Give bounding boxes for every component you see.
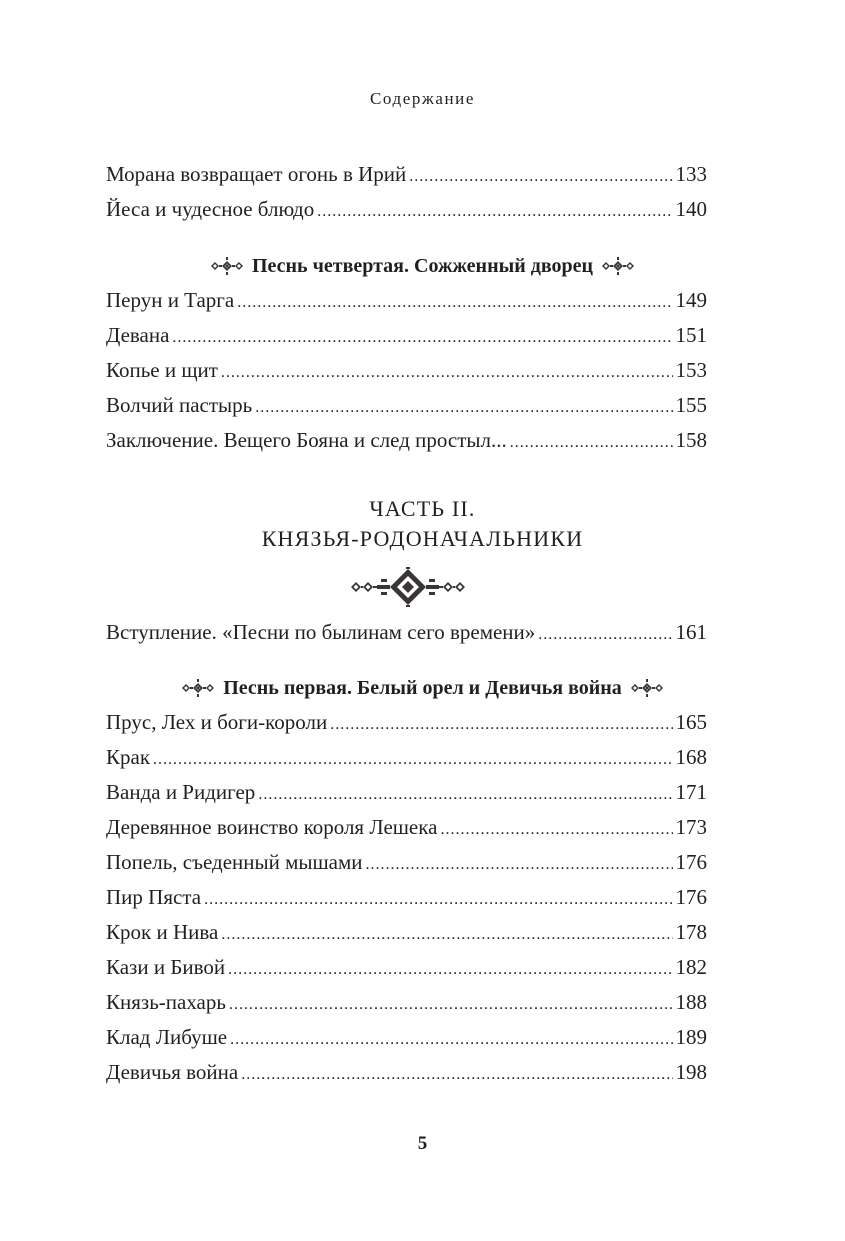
toc-entry[interactable] xyxy=(106,353,707,388)
toc-entry-page: 176 xyxy=(675,850,707,874)
toc-entry-title: Князь-пахарь xyxy=(106,990,226,1014)
section-heading-text: Песнь четвертая. Сожженный дворец xyxy=(251,254,594,277)
toc-entry[interactable] xyxy=(106,192,707,227)
dot-leader xyxy=(538,617,672,652)
toc-entry-page: 165 xyxy=(675,710,707,734)
toc-entry-page: 133 xyxy=(675,162,707,186)
dot-leader xyxy=(172,320,672,355)
toc-entry[interactable] xyxy=(106,318,707,353)
toc-entry-page: 140 xyxy=(675,197,707,221)
toc-entry-page: 189 xyxy=(675,1025,707,1049)
ornament-right-icon xyxy=(601,255,635,277)
toc-entry-page: 188 xyxy=(675,990,707,1014)
dot-leader xyxy=(440,812,672,847)
ornament-right-icon xyxy=(630,677,664,699)
toc-entry-title: Перун и Тарга xyxy=(106,288,235,312)
toc-entry[interactable] xyxy=(106,388,707,423)
toc-entry-page: 151 xyxy=(675,323,707,347)
ornament-left-icon xyxy=(181,677,215,699)
section-heading-song-4 xyxy=(0,250,845,282)
dot-leader xyxy=(237,285,672,320)
toc-entry[interactable] xyxy=(106,950,707,985)
folk-ornament-icon xyxy=(349,567,467,607)
section-heading-text: Песнь первая. Белый орел и Девичья война xyxy=(223,676,622,699)
toc-group-song-1 xyxy=(106,705,707,1090)
toc-entry-page: 153 xyxy=(675,358,707,382)
toc-entry[interactable] xyxy=(106,283,707,318)
dot-leader xyxy=(409,159,672,194)
dot-leader xyxy=(330,707,672,742)
part-title-line-1: ЧАСТЬ II. xyxy=(369,496,476,521)
dot-leader xyxy=(221,355,673,390)
toc-entry[interactable] xyxy=(106,915,707,950)
toc-entry[interactable] xyxy=(106,1055,707,1090)
toc-entry-title: Клад Либуше xyxy=(106,1025,228,1049)
dot-leader xyxy=(241,1057,672,1092)
toc-entry-page: 158 xyxy=(675,428,707,452)
toc-entry-page: 176 xyxy=(675,885,707,909)
toc-entry-title: Вступление. «Песни по былинам сего времени» xyxy=(106,620,536,644)
toc-group-song-4 xyxy=(106,283,707,458)
toc-entry-page: 171 xyxy=(675,780,707,804)
dot-leader xyxy=(229,987,673,1022)
toc-entry-title: Прус, Лех и боги-короли xyxy=(106,710,328,734)
toc-entry[interactable] xyxy=(106,705,707,740)
dot-leader xyxy=(317,194,672,229)
toc-entry-page: 155 xyxy=(675,393,707,417)
toc-entry-title: Деревянное воинство короля Лешека xyxy=(106,815,438,839)
ornament-left-icon xyxy=(210,255,244,277)
section-heading-song-1 xyxy=(0,672,845,704)
toc-entry-title: Попель, съеденный мышами xyxy=(106,850,363,874)
dot-leader xyxy=(258,777,672,812)
toc-entry[interactable] xyxy=(106,157,707,192)
dot-leader xyxy=(228,952,672,987)
part-title-line-2: КНЯЗЬЯ-РОДОНАЧАЛЬНИКИ xyxy=(261,526,584,551)
toc-entry[interactable] xyxy=(106,775,707,810)
toc-group-continued xyxy=(106,157,707,227)
toc-entry-title: Заключение. Вещего Бояна и след простыл... xyxy=(106,428,507,452)
toc-entry[interactable] xyxy=(106,1020,707,1055)
dot-leader xyxy=(204,882,672,917)
toc-entry-page: 182 xyxy=(675,955,707,979)
toc-entry-title: Копье и щит xyxy=(106,358,218,382)
toc-entry-page: 161 xyxy=(675,620,707,644)
toc-entry[interactable] xyxy=(106,985,707,1020)
dot-leader xyxy=(221,917,672,952)
toc-entry-page: 149 xyxy=(675,288,707,312)
dot-leader xyxy=(230,1022,672,1057)
toc-entry-title: Кази и Бивой xyxy=(106,955,226,979)
running-head: Содержание xyxy=(369,89,476,108)
toc-entry[interactable] xyxy=(106,740,707,775)
toc-entry[interactable] xyxy=(106,615,707,650)
dot-leader xyxy=(153,742,672,777)
toc-entry-page: 178 xyxy=(675,920,707,944)
dot-leader xyxy=(510,425,673,460)
toc-entry-page: 168 xyxy=(675,745,707,769)
dot-leader xyxy=(366,847,673,882)
page-number: 5 xyxy=(417,1133,428,1154)
toc-entry[interactable] xyxy=(106,423,707,458)
toc-entry-title: Пир Пяста xyxy=(106,885,202,909)
toc-entry-page: 198 xyxy=(675,1060,707,1084)
toc-entry-title: Крок и Нива xyxy=(106,920,219,944)
toc-entry[interactable] xyxy=(106,880,707,915)
toc-entry-title: Йеса и чудесное блюдо xyxy=(106,197,315,221)
toc-entry-page: 173 xyxy=(675,815,707,839)
toc-entry-title: Девана xyxy=(106,323,170,347)
toc-entry-title: Ванда и Ридигер xyxy=(106,780,256,804)
dot-leader xyxy=(255,390,672,425)
toc-entry[interactable] xyxy=(106,810,707,845)
toc-entry-title: Девичья война xyxy=(106,1060,239,1084)
toc-entry[interactable] xyxy=(106,845,707,880)
toc-entry-title: Крак xyxy=(106,745,151,769)
toc-entry-title: Морана возвращает огонь в Ирий xyxy=(106,162,407,186)
toc-group-intro xyxy=(106,615,707,650)
toc-entry-title: Волчий пастырь xyxy=(106,393,253,417)
